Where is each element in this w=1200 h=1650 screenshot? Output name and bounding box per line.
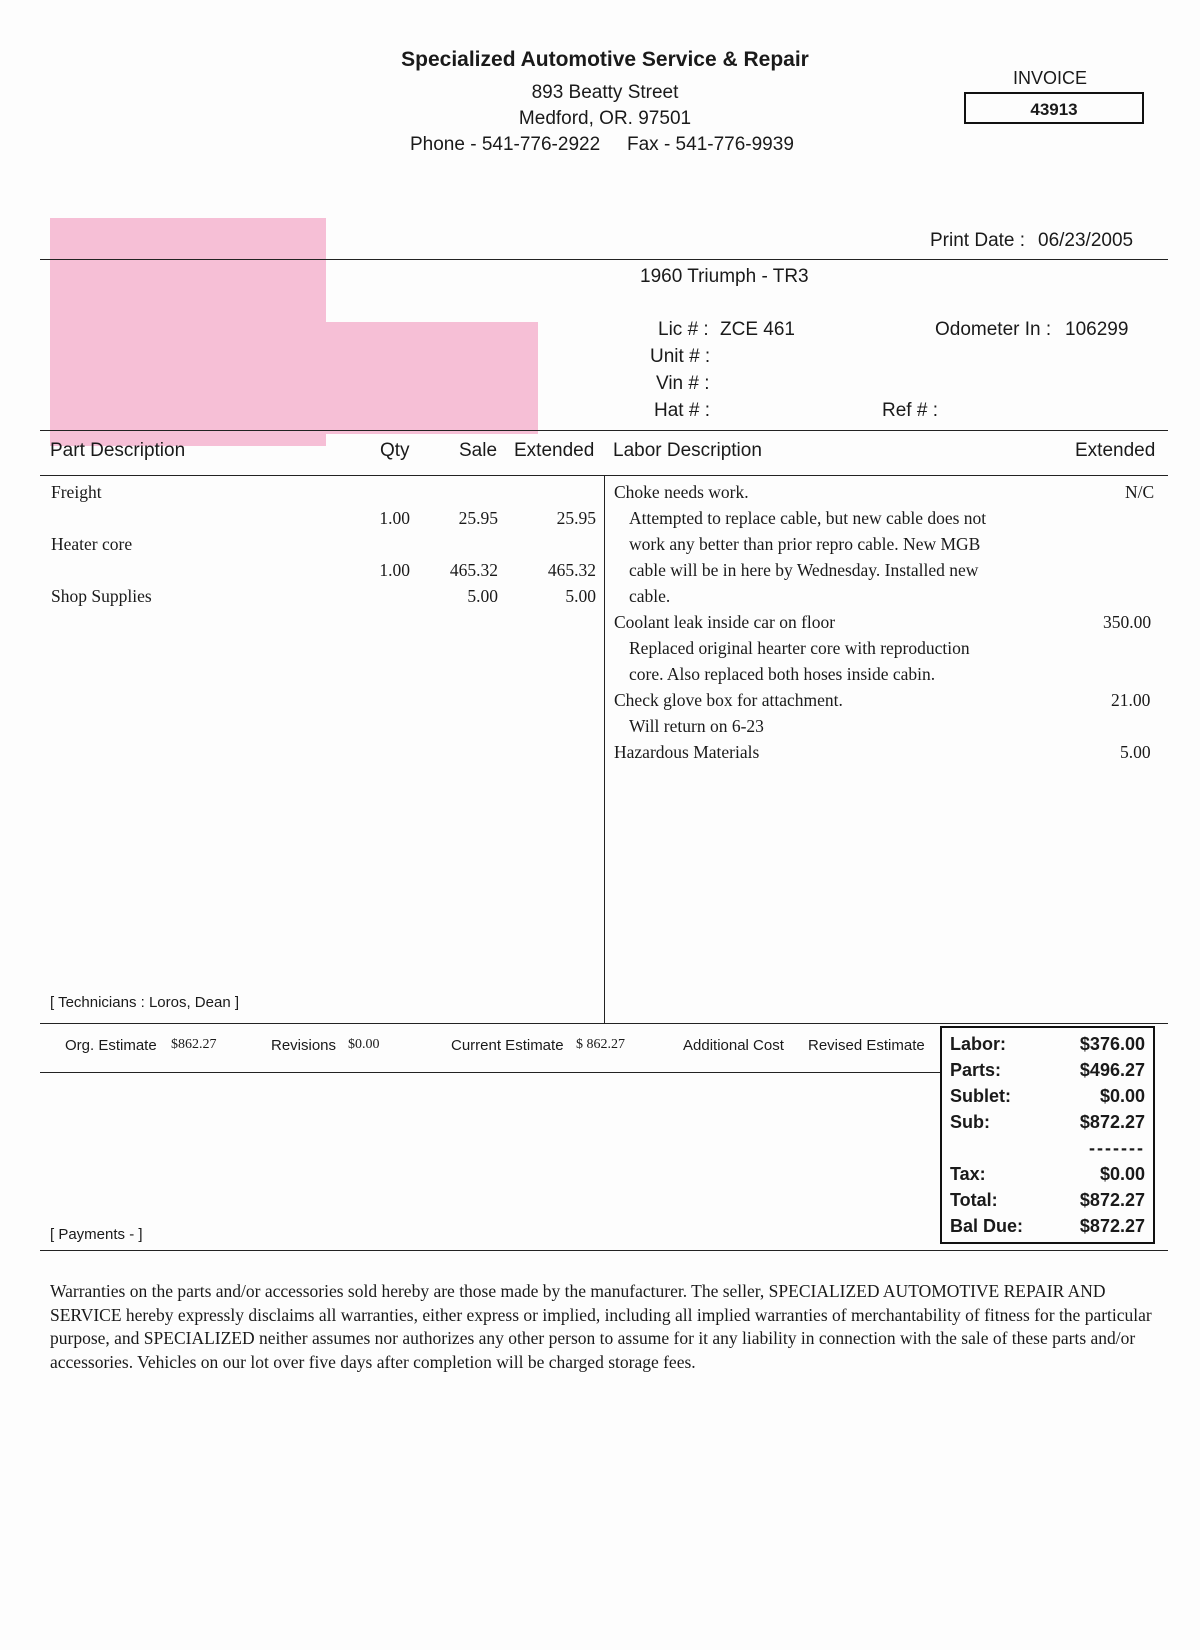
lic-label: Lic # :	[658, 319, 709, 340]
totals-parts: Parts: $496.27	[950, 1060, 1145, 1080]
invoice-number: 43913	[964, 92, 1144, 124]
labor-extended: N/C	[1125, 482, 1155, 502]
org-estimate-label: Org. Estimate	[65, 1037, 157, 1054]
estimates-bottom-rule	[40, 1072, 940, 1073]
part-qty: 1.00	[379, 508, 410, 528]
hat-label: Hat # :	[654, 400, 710, 421]
totals-sub: Sub: $872.27	[950, 1112, 1145, 1132]
revisions-label: Revisions	[271, 1037, 337, 1054]
ref-label: Ref # :	[882, 400, 938, 421]
unit-label: Unit # :	[650, 346, 711, 367]
labor-detail: cable will be in here by Wednesday. Installed new	[629, 560, 979, 580]
part-sale: 25.95	[458, 508, 498, 528]
part-extended: 25.95	[556, 508, 596, 528]
current-estimate-value: $ 862.27	[576, 1037, 625, 1052]
labor-detail: Will return on 6-23	[629, 716, 764, 736]
totals-divider: -------	[1089, 1138, 1145, 1158]
totals-tax: Tax: $0.00	[950, 1164, 1145, 1184]
totals-sublet: Sublet: $0.00	[950, 1086, 1145, 1106]
columns-top-rule	[40, 430, 1168, 431]
part-sale: 5.00	[467, 586, 498, 606]
org-estimate-value: $862.27	[171, 1037, 217, 1052]
labor-detail: Attempted to replace cable, but new cable does not	[629, 508, 987, 528]
labor-title: Coolant leak inside car on floor	[614, 612, 836, 632]
odometer-label: Odometer In :	[935, 319, 1052, 340]
print-date-label: Print Date :	[930, 230, 1026, 251]
odometer-value: 106299	[1065, 319, 1129, 340]
shop-city: Medford, OR. 97501	[518, 108, 692, 129]
labor-detail: work any better than prior repro cable. New MGB	[629, 534, 981, 554]
labor-detail: cable.	[629, 586, 671, 606]
part-description: Freight	[51, 482, 102, 502]
revised-estimate-label: Revised Estimate	[808, 1037, 925, 1054]
technicians: [ Technicians : Loros, Dean ]	[50, 994, 239, 1011]
shop-name: Specialized Automotive Service & Repair	[401, 48, 809, 71]
totals-bal-due: Bal Due: $872.27	[950, 1216, 1145, 1236]
labor-detail: core. Also replaced both hoses inside cabin.	[629, 664, 936, 684]
vin-label: Vin # :	[656, 373, 710, 394]
invoice-label: INVOICE	[1012, 68, 1087, 88]
part-description: Shop Supplies	[51, 586, 152, 606]
labor-extended: 21.00	[1111, 690, 1151, 710]
parts-labor-divider	[604, 475, 605, 1023]
warranty-disclaimer: Warranties on the parts and/or accessories sold hereby are those made by the manufacturer. The seller, SPECIALIZED AUTOMOTIVE REPAIR AND SERVICE hereby expressly disclaims all warranties, either express or implied, including all implied warranties of merchantability of fitness for the particular purpose, and SPECIALIZED neither assumes nor authorizes any other person to assume for it any liability in connection with the sale of these parts and/or accessories. Vehicles on our lot over five days after completion will be charged storage fees.	[50, 1281, 1152, 1372]
payments-bottom-rule	[40, 1250, 1168, 1251]
shop-street: 893 Beatty Street	[531, 82, 679, 103]
labor-extended: 5.00	[1120, 742, 1151, 762]
labor-title: Hazardous Materials	[614, 742, 760, 762]
col-part-description: Part Description	[50, 440, 186, 461]
shop-fax: Fax - 541-776-9939	[627, 134, 794, 155]
header-divider	[40, 259, 1168, 260]
labor-title: Check glove box for attachment.	[614, 690, 843, 710]
part-description: Heater core	[51, 534, 133, 554]
totals-total: Total: $872.27	[950, 1190, 1145, 1210]
redacted-customer-contact	[258, 322, 538, 434]
totals-labor: Labor: $376.00	[950, 1034, 1145, 1054]
col-labor-description: Labor Description	[613, 440, 762, 461]
payments: [ Payments - ]	[50, 1226, 143, 1243]
col-qty: Qty	[380, 440, 410, 461]
col-labor-extended: Extended	[1075, 440, 1156, 461]
part-sale: 465.32	[449, 560, 498, 580]
labor-title: Choke needs work.	[614, 482, 749, 502]
revisions-value: $0.00	[348, 1037, 380, 1052]
vehicle-description: 1960 Triumph - TR3	[640, 266, 809, 287]
current-estimate-label: Current Estimate	[451, 1037, 564, 1054]
part-extended: 5.00	[565, 586, 596, 606]
shop-phone: Phone - 541-776-2922	[410, 134, 601, 155]
additional-cost-label: Additional Cost	[683, 1037, 784, 1054]
lic-value: ZCE 461	[720, 319, 795, 340]
totals-box	[940, 1026, 1155, 1244]
labor-extended: 350.00	[1103, 612, 1152, 632]
col-extended: Extended	[514, 440, 595, 461]
col-sale: Sale	[459, 440, 498, 461]
labor-detail: Replaced original hearter core with reproduction	[629, 638, 970, 658]
estimates-top-rule	[40, 1023, 1168, 1024]
print-date-value: 06/23/2005	[1038, 230, 1134, 251]
part-extended: 465.32	[547, 560, 596, 580]
part-qty: 1.00	[379, 560, 410, 580]
